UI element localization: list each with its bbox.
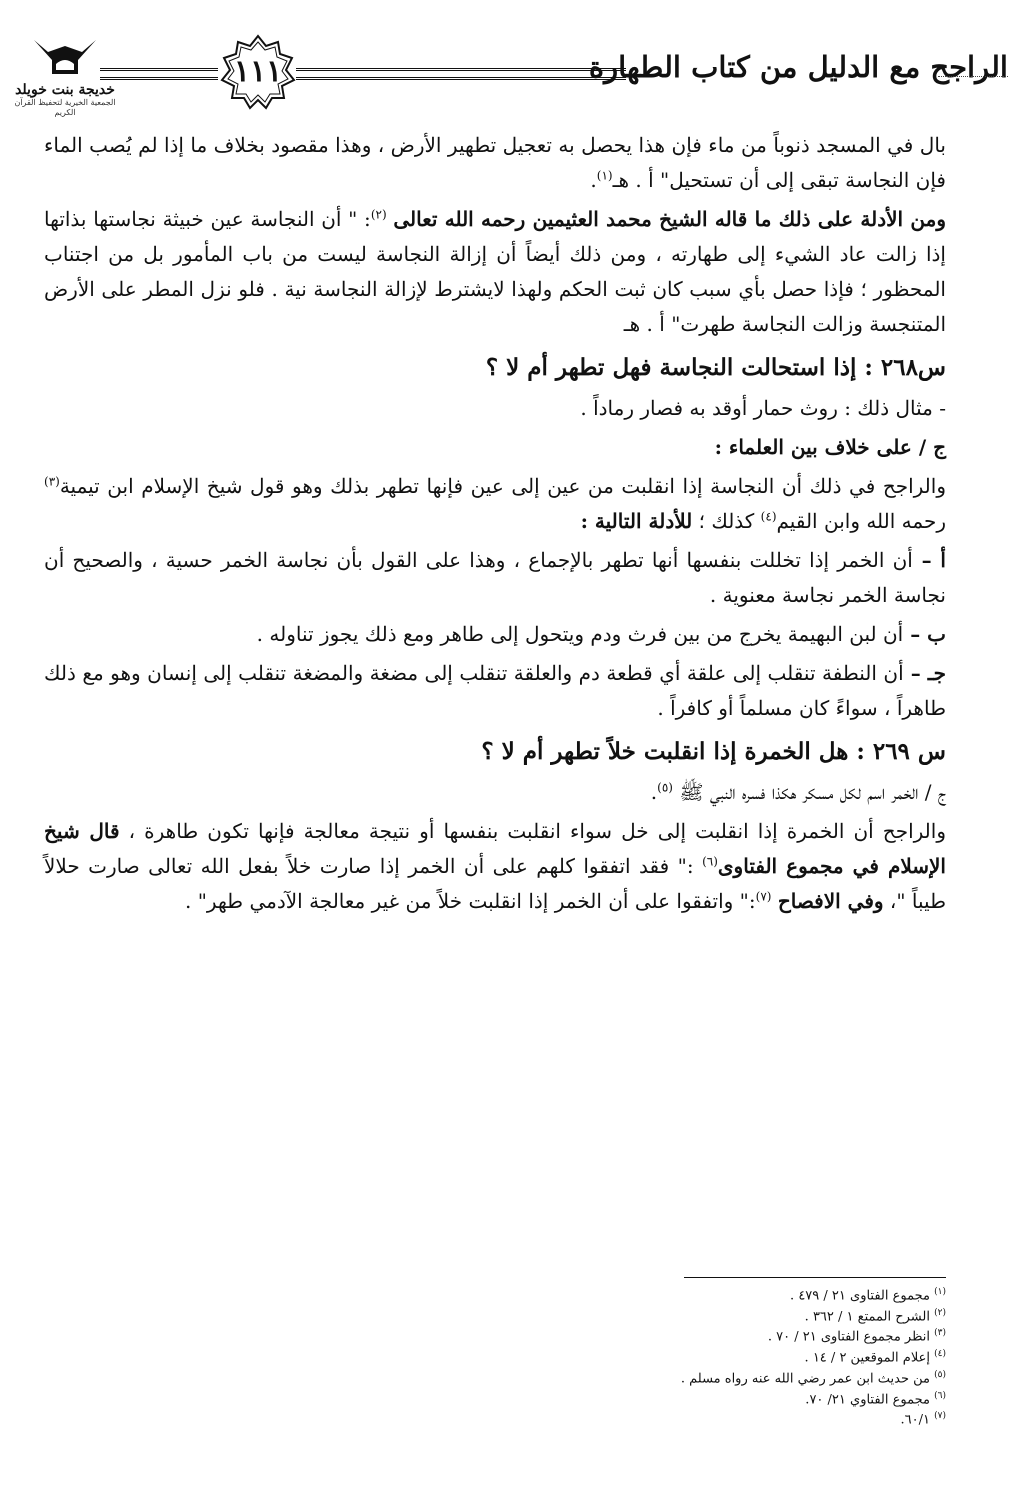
- footnote-ref: (٣): [44, 474, 60, 489]
- footnotes: [560, 1284, 946, 1429]
- paragraph: ومن الأدلة على ذلك ما قاله الشيخ محمد العثيمين رحمه الله تعالى $^{(٢)}$: " أن النجاسة عين خبيثة نجاستها بذاتها إذا زالت عاد الشيء إلى طهارته ، ومن ذلك أيضاً أن إزالة النجاسة ليست من باب المأمور بل من اجتناب المحظور ؛ فإذا حصل بأي سبب كان ثبت الحكم ولهذا لايشترط لإزالة النجاسة نية . فلو نزل المطر على الأرض المتنجسة وزالت النجاسة طهرت" أ . هـ: [44, 207, 947, 336]
- bold-text: ومن الأدلة على ذلك ما قاله الشيخ محمد العثيمين رحمه الله تعالى: [393, 207, 947, 231]
- paragraph: بال في المسجد ذنوباً من ماء فإن هذا يحصل به تعجيل تطهير الأرض ، وهذا مقصود بخلاف ما إذا لم يُصب الماء فإن النجاسة تبقى إلى أن تستحيل" أ . هـ$^{(١)}$.: [44, 133, 946, 192]
- paragraph: والراجح أن الخمرة إذا انقلبت إلى خل سواء انقلبت بنفسها أو نتيجة معالجة فإنها تكون طاهرة ، قال شيخ الإسلام في مجموع الفتاوى$^{(٦)}$ :" فقد اتفقوا كلهم على أن الخمر إذا صارت خلاً بفعل الله تعالى صارت حلالاً طيباً "، وفي الافصاح $^{(٧)}$:" واتفقوا على أن الخمر إذا انقلبت خلاً من غير معالجة الآدمي طهر" .: [44, 819, 946, 913]
- footnote: $^{(٣)}$ انظر مجموع الفتاوى ٢١ / ٧٠ .: [767, 1328, 946, 1345]
- page-header: [8, 30, 1008, 120]
- header-rule-left: [100, 68, 218, 80]
- page-number: ١١١: [233, 54, 283, 89]
- bold-text: قال شيخ الإسلام في مجموع الفتاوى: [44, 819, 946, 878]
- footnote: $^{(٥)}$ من حديث ابن عمر رضي الله عنه رواه مسلم .: [680, 1369, 946, 1387]
- header-rule-right: [296, 68, 626, 80]
- bold-text: وفي الافصاح: [777, 889, 884, 913]
- list-item: أ – أن الخمر إذا تخللت بنفسها أنها تطهر بالإجماع ، وهذا على القول بأن نجاسة الخمر حسية ، والصحيح أن نجاسة الخمر نجاسة معنوية .: [44, 548, 946, 607]
- question-heading: س ٢٦٩ : هل الخمرة إذا انقلبت خلاً تطهر أم لا ؟: [481, 738, 946, 765]
- running-title: الراجح مع الدليل من كتاب الطهارة: [588, 50, 1008, 84]
- footnote-separator: [684, 1277, 946, 1278]
- list-item: ب – أن لبن البهيمة يخرج من بين فرث ودم ويتحول إلى طاهر ومع ذلك يجوز تناوله .: [256, 622, 946, 646]
- bold-text: للأدلة التالية :: [580, 509, 693, 533]
- footnote: $^{(١)}$ مجموع الفتاوى ٢١ / ٤٧٩ .: [790, 1287, 946, 1304]
- footnote: $^{(٤)}$ إعلام الموقعين ٢ / ١٤ .: [804, 1349, 946, 1366]
- answer-line: ج / الخمر اسم لكل مسكر هكذا فسره النبي ﷺ $^{(٥)}$.: [650, 780, 946, 804]
- page-number-badge: [220, 34, 296, 110]
- footnote-ref: (٥): [657, 780, 673, 795]
- list-item: جـ – أن النطفة تنقلب إلى علقة أي قطعة دم والعلقة تنقلب إلى مضغة والمضغة تنقلب إلى إنسان وهو مع ذلك طاهراً ، سواءً كان مسلماً أو كافراً .: [44, 661, 946, 720]
- footnote-ref: (٦): [702, 854, 718, 869]
- footnote: $^{(٧)}$ ٦٠/١.: [900, 1411, 946, 1428]
- logo-subtitle: الجمعية الخيرية لتحفيظ القرآن الكريم: [14, 98, 116, 117]
- footnote-ref: (٢): [370, 207, 387, 222]
- question-heading: س٢٦٨ : إذا استحالت النجاسة فهل تطهر أم لا ؟: [485, 354, 946, 381]
- footnote: $^{(٢)}$ الشرح الممتع ١ / ٣٦٢ .: [804, 1307, 946, 1325]
- example-line: - مثال ذلك : روث حمار أوقد به فصار رماداً .: [580, 396, 946, 420]
- footnote-ref: (٧): [755, 889, 772, 904]
- paragraph: والراجح في ذلك أن النجاسة إذا انقلبت من عين إلى عين فإنها تطهر بذلك وهو قول شيخ الإسلام ابن تيمية$^{(٣)}$ رحمه الله وابن القيم$^{(٤)}$ كذلك ؛ للأدلة التالية :: [44, 474, 946, 533]
- footnote-ref: (١): [596, 168, 613, 183]
- answer-heading: ج / على خلاف بين العلماء :: [714, 435, 946, 459]
- logo-emblem-icon: [30, 34, 100, 82]
- footnote: $^{(٦)}$ مجموع الفتاوي ٢١/ ٧٠.: [805, 1390, 946, 1407]
- page-body: [44, 128, 946, 923]
- logo-name: خديجة بنت خويلد: [15, 82, 115, 98]
- title-dotted-line: [938, 76, 1008, 77]
- footnote-ref: (٤): [760, 509, 777, 524]
